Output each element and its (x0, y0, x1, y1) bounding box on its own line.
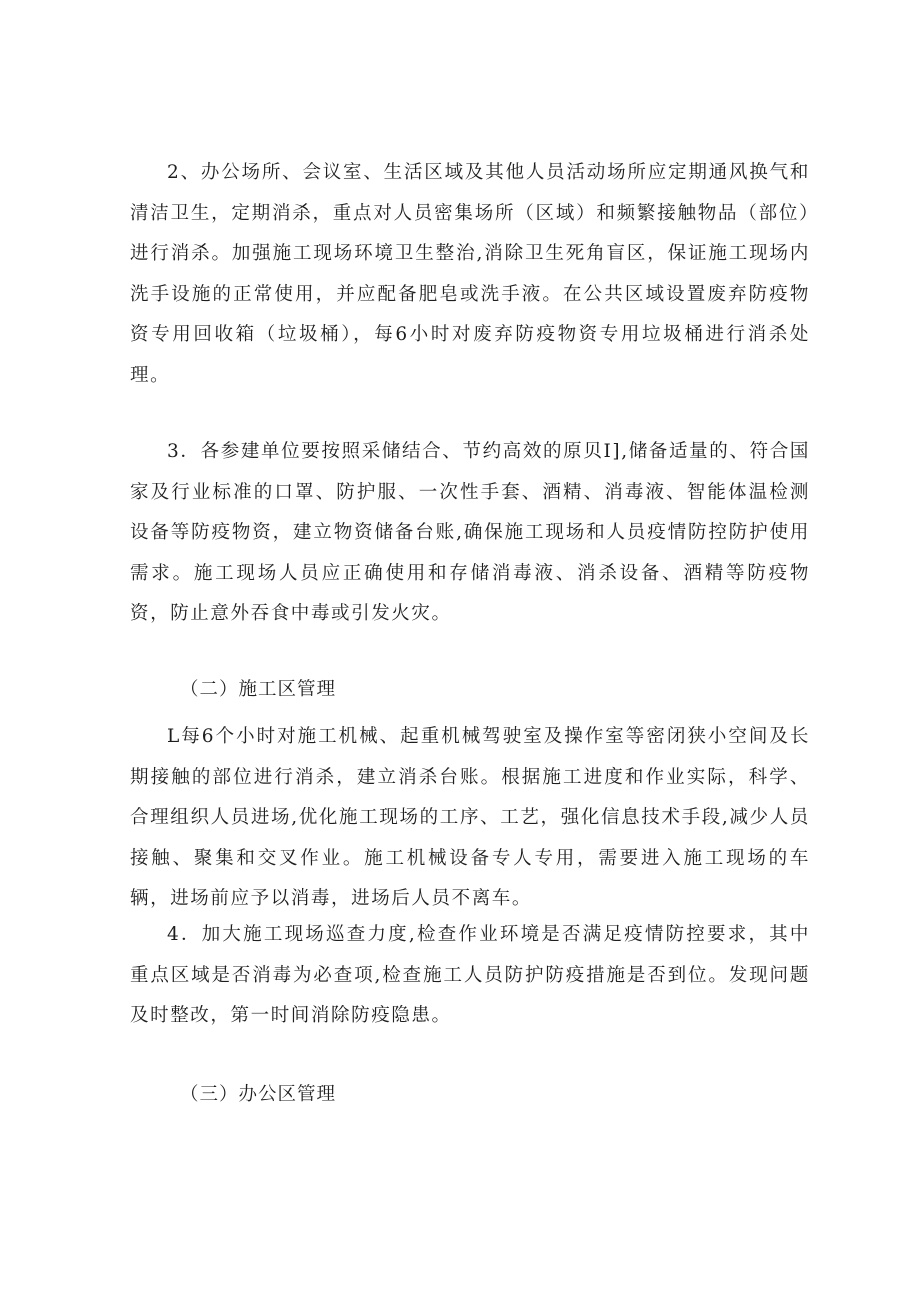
paragraph-machinery-disinfection: L每6个小时对施工机械、起重机械驾驶室及操作室等密闭狭小空间及长期接触的部位进行消杀，建立消杀台账。根据施工进度和作业实际，科学、合理组织人员进场,优化施工现场的工序、工艺，强化信息技术手段,减少人员接触、聚集和交叉作业。施工机械设备专人专用，需要进入施工现场的车辆，进场前应予以消毒，进场后人员不离车。 (130, 726, 810, 910)
paragraph-office-ventilation: 2、办公场所、会议室、生活区域及其他人员活动场所应定期通风换气和清洁卫生，定期消杀，重点对人员密集场所（区域）和频繁接触物品（部位）进行消杀。加强施工现场环境卫生整治,消除卫生死角盲区，保证施工现场内洗手设施的正常使用，并应配备肥皂或洗手液。在公共区域设置废弃防疫物资专用回收箱（垃圾桶），每6小时对废弃防疫物资专用垃圾桶进行消杀处理。 (130, 162, 810, 386)
paragraph-site-inspection: 4．加大施工现场巡查力度,检查作业环境是否满足疫情防控要求，其中重点区域是否消毒为必查项,检查施工人员防护防疫措施是否到位。发现问题及时整改，第一时间消除防疫隐患。 (130, 924, 810, 1027)
section-heading-office-area: （三）办公区管理 (180, 1084, 337, 1105)
paragraph-epidemic-supplies: 3．各参建单位要按照采储结合、节约高效的原贝I],储备适量的、符合国家及行业标准的口罩、防护服、一次性手套、酒精、消毒液、智能体温检测设备等防疫物资，建立物资储备台账,确保施工现场和人员疫情防控防护使用需求。施工现场人员应正确使用和存储消毒液、消杀设备、酒精等防疫物资，防止意外吞食中毒或引发火灾。 (130, 441, 810, 625)
section-heading-construction-area: （二）施工区管理 (180, 679, 337, 700)
